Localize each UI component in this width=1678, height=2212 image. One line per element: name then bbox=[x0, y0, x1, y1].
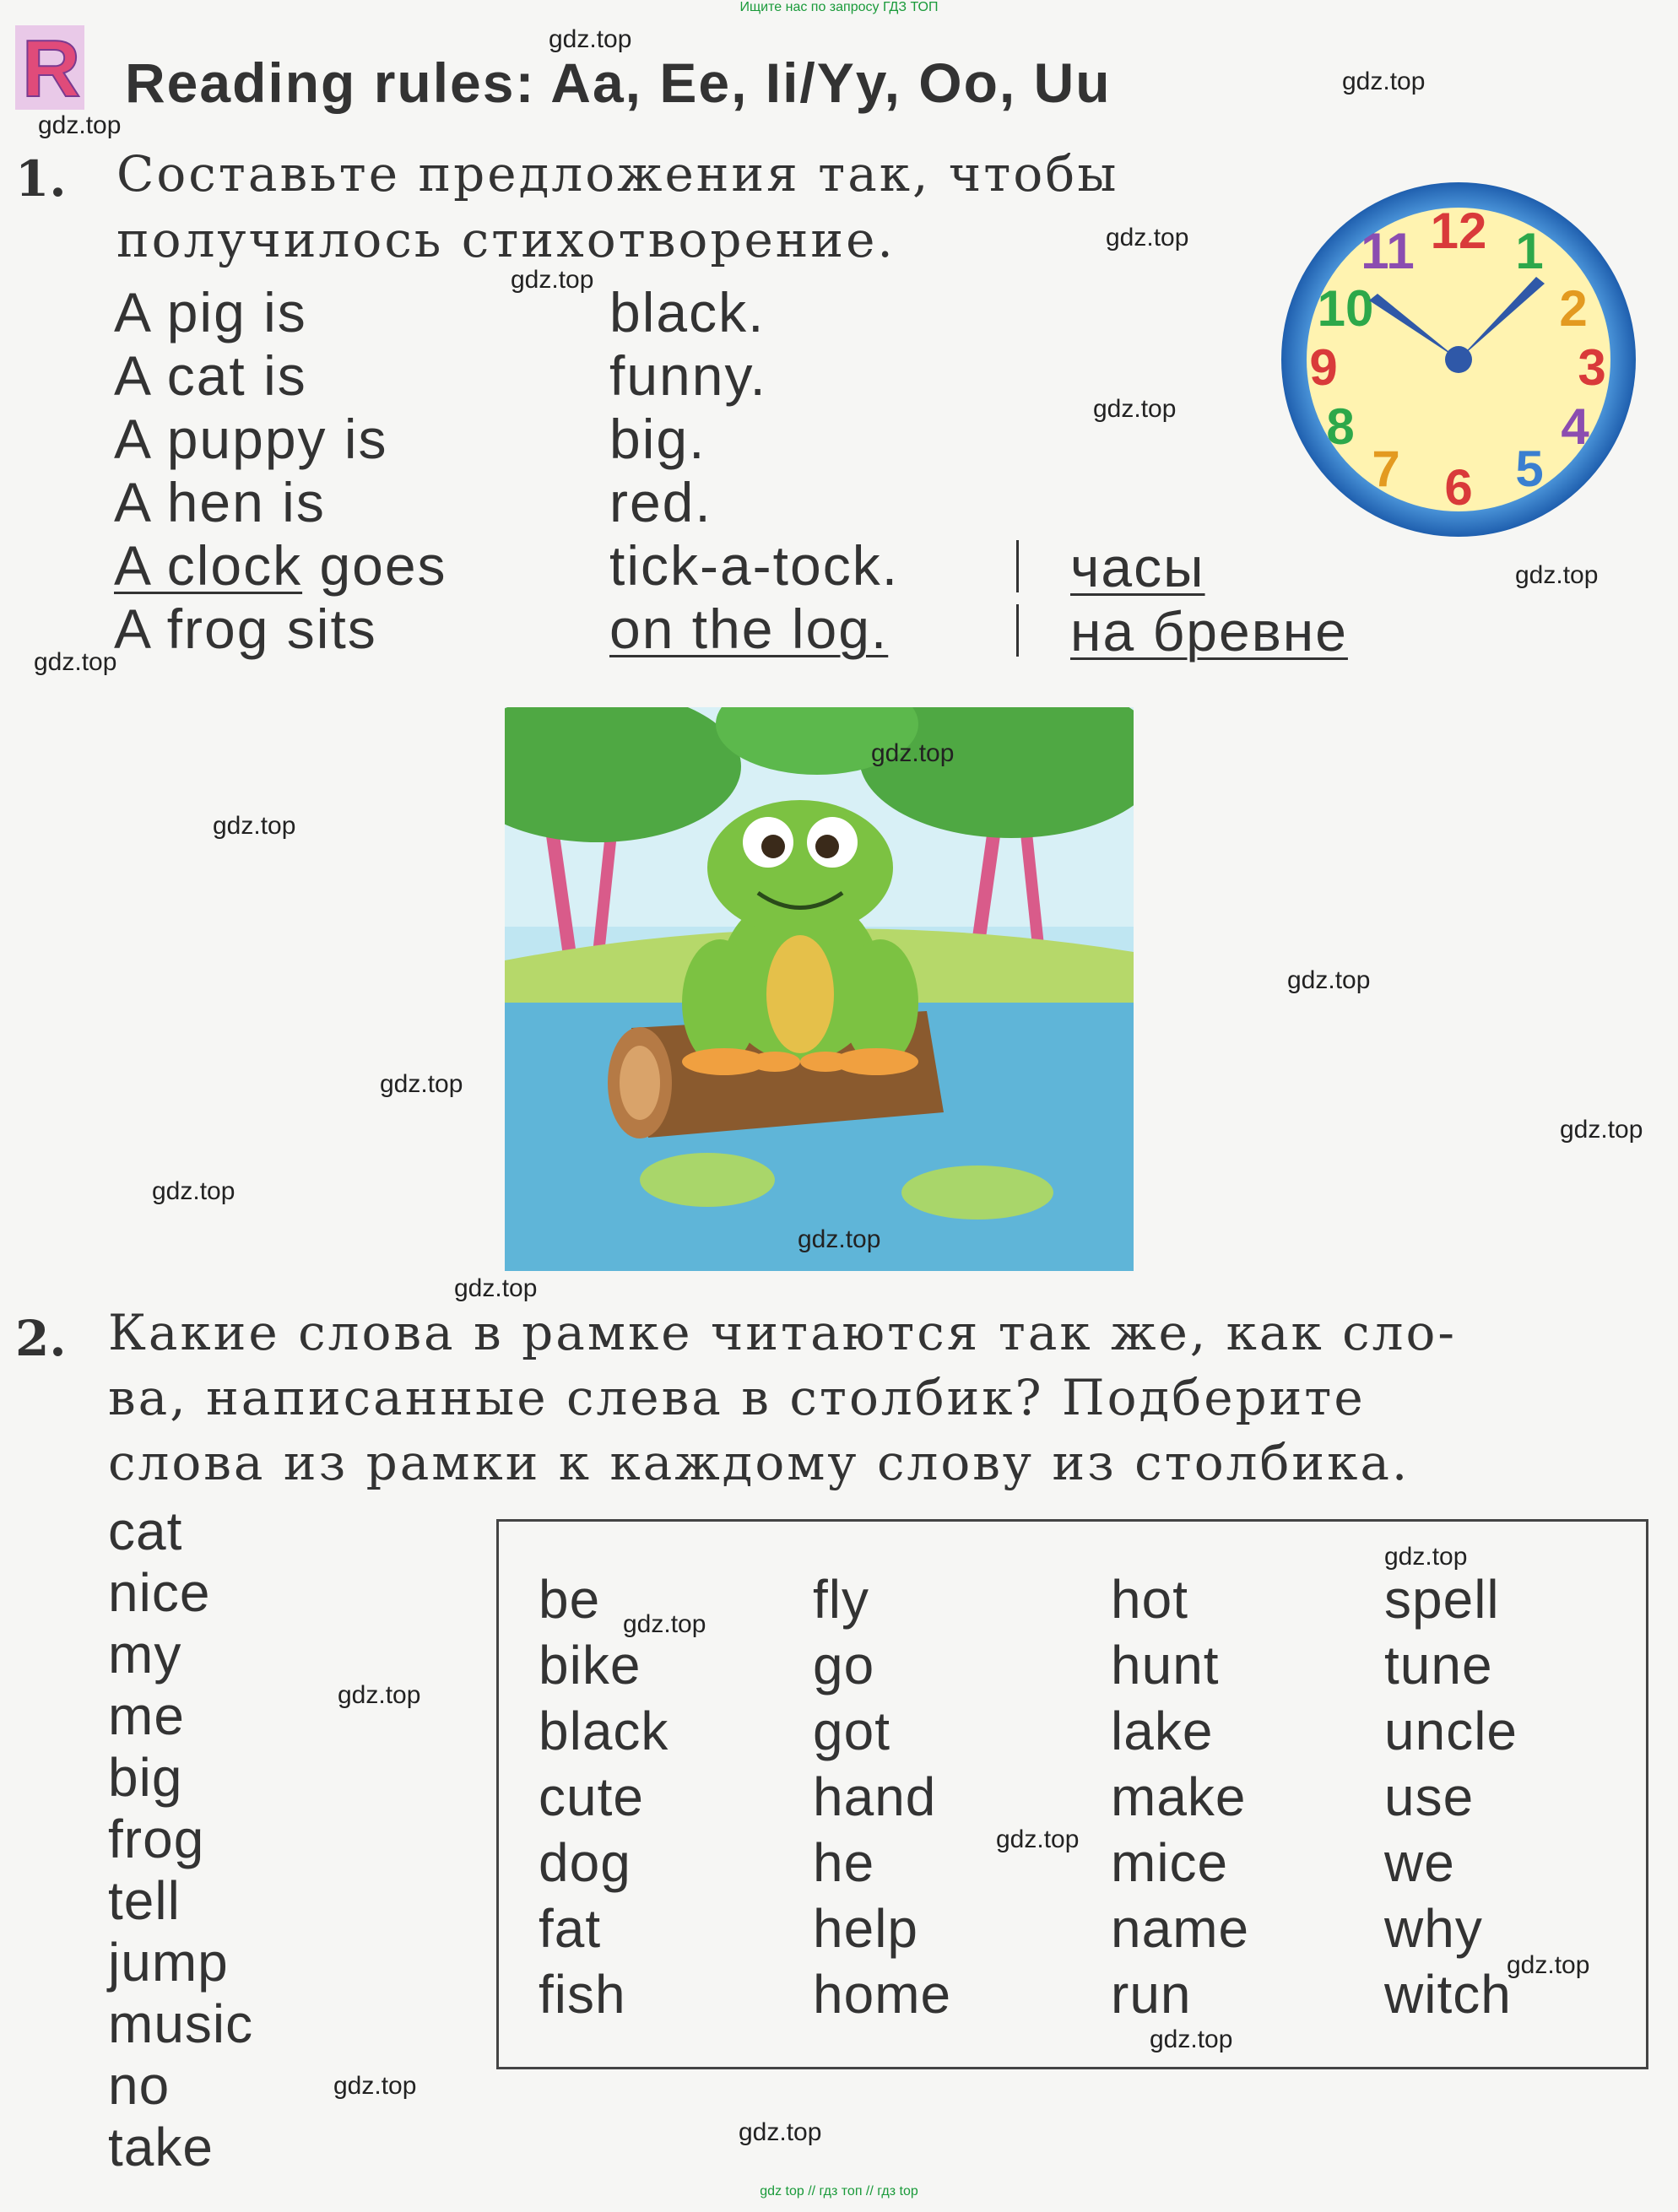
exercise-2-instruction-line3: слова из рамки к каждому слову из столбика. bbox=[108, 1434, 1410, 1491]
watermark: gdz.top bbox=[338, 1681, 421, 1709]
page-title: Reading rules: Aa, Ee, Ii/Yy, Oo, Uu bbox=[125, 51, 1112, 114]
column-word: me bbox=[108, 1685, 185, 1746]
top-banner: Ищите нас по запросу ГДЗ ТОП bbox=[739, 0, 939, 14]
watermark: gdz.top bbox=[511, 266, 594, 294]
watermark: gdz.top bbox=[152, 1177, 235, 1205]
watermark: gdz.top bbox=[1560, 1116, 1643, 1144]
box-word: spell bbox=[1384, 1569, 1500, 1630]
box-word: uncle bbox=[1384, 1701, 1518, 1761]
watermark: gdz.top bbox=[798, 1225, 881, 1253]
column-word: jump bbox=[108, 1932, 229, 1993]
box-word: fly bbox=[813, 1569, 869, 1630]
watermark: gdz.top bbox=[1384, 1543, 1468, 1571]
clock-number: 3 bbox=[1578, 339, 1606, 396]
column-word: music bbox=[108, 1993, 254, 2054]
box-word: help bbox=[813, 1898, 918, 1959]
box-word: he bbox=[813, 1832, 875, 1893]
watermark: gdz.top bbox=[333, 2072, 417, 2100]
watermark: gdz.top bbox=[1150, 2025, 1233, 2053]
box-word: cute bbox=[539, 1766, 644, 1827]
box-word: be bbox=[539, 1569, 601, 1630]
watermark: gdz.top bbox=[1507, 1951, 1590, 1979]
watermark: gdz.top bbox=[623, 1610, 706, 1638]
watermark: gdz.top bbox=[549, 25, 632, 53]
watermark: gdz.top bbox=[1342, 68, 1426, 95]
poem-right-line: tick-a-tock. bbox=[609, 534, 900, 597]
box-word: run bbox=[1111, 1964, 1192, 2025]
watermark: gdz.top bbox=[213, 812, 296, 840]
watermark: gdz.top bbox=[1106, 224, 1189, 251]
watermark: gdz.top bbox=[38, 111, 122, 139]
word-goes: goes bbox=[319, 534, 447, 597]
exercise-1-instruction-line2: получилось стихотворение. bbox=[116, 211, 896, 268]
glossary-log: на бревне bbox=[1070, 600, 1348, 663]
watermark: gdz.top bbox=[1515, 561, 1599, 589]
watermark: gdz.top bbox=[1287, 966, 1371, 994]
exercise-2-instruction-line1: Какие слова в рамке читаются так же, как сло- bbox=[108, 1304, 1457, 1361]
box-word: witch bbox=[1384, 1964, 1512, 2025]
column-word: cat bbox=[108, 1501, 183, 1561]
column-word: my bbox=[108, 1624, 182, 1685]
column-word: take bbox=[108, 2117, 214, 2177]
watermark: gdz.top bbox=[739, 2118, 822, 2146]
column-word: big bbox=[108, 1747, 183, 1808]
watermark: gdz.top bbox=[454, 1274, 538, 1302]
box-word: fish bbox=[539, 1964, 626, 2025]
poem-left-line: A hen is bbox=[114, 471, 326, 533]
watermark: gdz.top bbox=[1093, 395, 1177, 423]
logo-letter: R bbox=[22, 25, 81, 110]
poem-left-line: A cat is bbox=[114, 344, 307, 407]
box-word: tune bbox=[1384, 1635, 1493, 1696]
box-word: hand bbox=[813, 1766, 937, 1827]
exercise-2-instruction-line2: ва, написанные слева в столбик? Подберите bbox=[108, 1369, 1366, 1426]
reading-rules-logo bbox=[15, 25, 84, 110]
watermark: gdz.top bbox=[996, 1825, 1080, 1853]
box-word: fat bbox=[539, 1898, 602, 1959]
glossary-divider bbox=[1016, 604, 1019, 657]
clock-number: 10 bbox=[1317, 280, 1374, 337]
bottom-bar: gdz top // гдз топ // гдз top bbox=[760, 2184, 918, 2198]
exercise-2-number: 2. bbox=[15, 1310, 67, 1367]
underlined-a-clock: A clock bbox=[114, 534, 303, 597]
watermark: gdz.top bbox=[871, 739, 955, 767]
clock-number: 2 bbox=[1559, 280, 1588, 337]
box-word: mice bbox=[1111, 1832, 1229, 1893]
column-word: tell bbox=[108, 1870, 181, 1931]
box-word: bike bbox=[539, 1635, 641, 1696]
watermark: gdz.top bbox=[34, 648, 117, 676]
exercise-1-instruction-line1: Составьте предложения так, чтобы bbox=[116, 145, 1119, 203]
column-word: frog bbox=[108, 1809, 205, 1869]
clock-number: 12 bbox=[1430, 203, 1487, 259]
poem-right-line: funny. bbox=[609, 344, 767, 407]
box-word: name bbox=[1111, 1898, 1250, 1959]
box-word: we bbox=[1384, 1832, 1455, 1893]
box-word: hot bbox=[1111, 1569, 1188, 1630]
box-word: make bbox=[1111, 1766, 1247, 1827]
box-word: use bbox=[1384, 1766, 1475, 1827]
poem-left-line: A puppy is bbox=[114, 408, 388, 470]
exercise-1-number: 1. bbox=[15, 150, 67, 208]
box-word: home bbox=[813, 1964, 952, 2025]
column-word: no bbox=[108, 2055, 171, 2116]
watermark: gdz.top bbox=[380, 1070, 463, 1098]
box-word: dog bbox=[539, 1832, 631, 1893]
glossary-divider bbox=[1016, 540, 1019, 592]
column-word: nice bbox=[108, 1562, 211, 1623]
box-word: lake bbox=[1111, 1701, 1214, 1761]
poem-left-line: A frog sits bbox=[114, 598, 377, 660]
clock-number: 9 bbox=[1309, 339, 1338, 396]
box-word: hunt bbox=[1111, 1635, 1220, 1696]
box-word: why bbox=[1384, 1898, 1483, 1959]
clock-number: 11 bbox=[1361, 223, 1415, 279]
poem-right-line: big. bbox=[609, 408, 706, 470]
box-word: go bbox=[813, 1635, 875, 1696]
box-word: black bbox=[539, 1701, 669, 1761]
poem-right-line: red. bbox=[609, 471, 712, 533]
poem-left-line-clock bbox=[114, 533, 447, 598]
clock-number: 4 bbox=[1561, 398, 1589, 455]
poem-right-line-underlined: on the log. bbox=[609, 598, 889, 660]
poem-left-line: A pig is bbox=[114, 281, 307, 343]
clock-number: 6 bbox=[1444, 459, 1473, 516]
clock-number: 8 bbox=[1326, 398, 1355, 455]
glossary-clock: часы bbox=[1070, 536, 1205, 598]
clock-number: 1 bbox=[1515, 223, 1544, 279]
poem-right-line: black. bbox=[609, 281, 766, 343]
clock-illustration bbox=[1258, 176, 1663, 555]
clock-number: 7 bbox=[1372, 441, 1400, 497]
frog-on-log-illustration bbox=[505, 707, 1134, 1271]
clock-number: 5 bbox=[1515, 441, 1544, 497]
box-word: got bbox=[813, 1701, 890, 1761]
